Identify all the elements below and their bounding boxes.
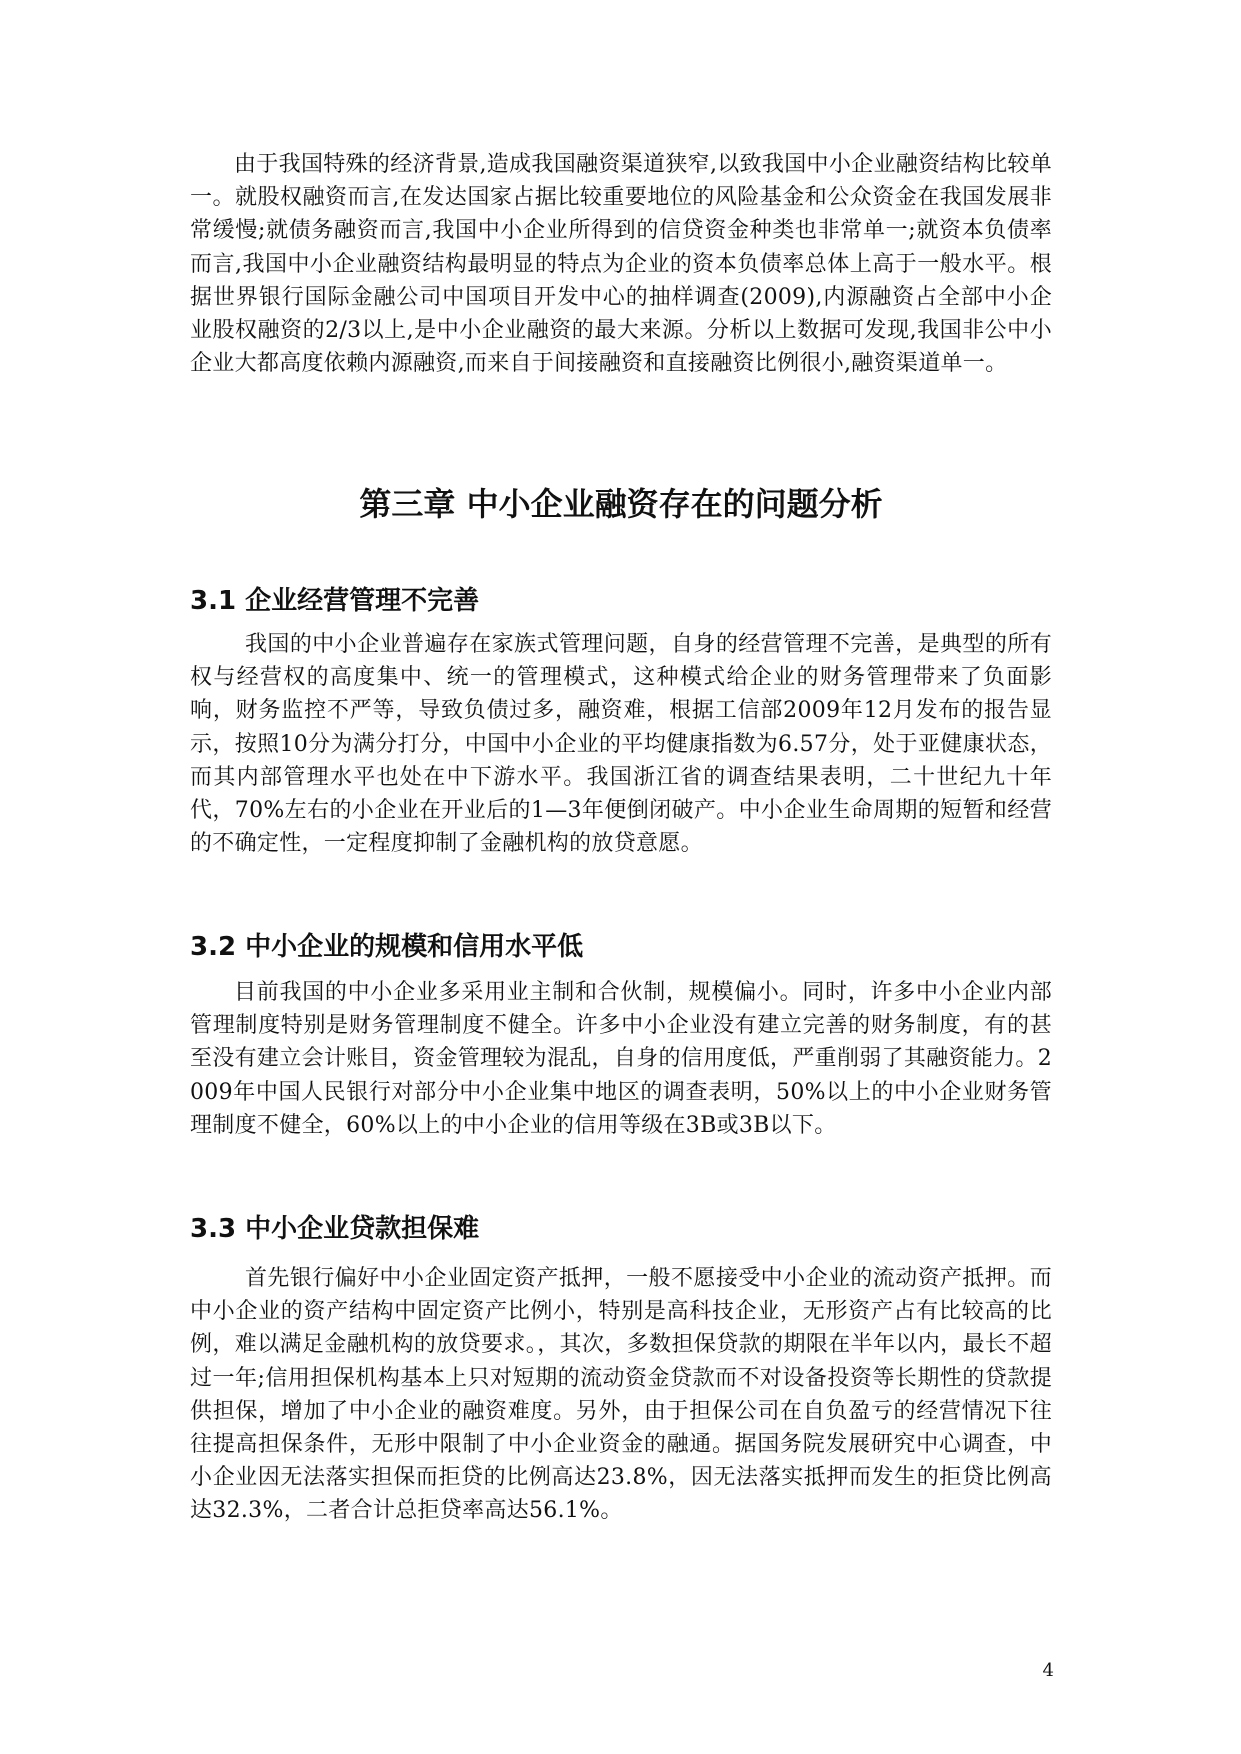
chapter-title: 第三章 中小企业融资存在的问题分析 [359,485,883,523]
section-title-3-2: 3.2 中小企业的规模和信用水平低 [190,932,584,962]
page-number: 4 [1042,1660,1054,1681]
section-body-3-1: 我国的中小企业普遍存在家族式管理问题，自身的经营管理不完善，是典型的所有权与经营权的高度集中、统一的管理模式，这种模式给企业的财务管理带来了负面影响，财务监控不严等，导致负债过多，融资难，根据工信部2009年12月发布的报告显示，按照10分为满分打分，中国中小企业的平均健康指数为6.57分，处于亚健康状态，而其内部管理水平也处在中下游水平。我国浙江省的调查结果表明，二十世纪九十年代，70%左右的小企业在开业后的1—3年便倒闭破产。中小企业生命周期的短暂和经营的不确定性，一定程度抑制了金融机构的放贷意愿。 [190,632,1052,857]
section-title-3-1: 3.1 企业经营管理不完善 [190,586,480,616]
intro-paragraph: 由于我国特殊的经济背景,造成我国融资渠道狭窄,以致我国中小企业融资结构比较单一。就股权融资而言,在发达国家占据比较重要地位的风险基金和公众资金在我国发展非常缓慢;就债务融资而言,我国中小企业所得到的信贷资金种类也非常单一;就资本负债率而言,我国中小企业融资结构最明显的特点为企业的资本负债率总体上高于一般水平。根据世界银行国际金融公司中国项目开发中心的抽样调查(2009),内源融资占全部中小企业股权融资的2/3以上,是中小企业融资的最大来源。分析以上数据可发现,我国非公中小企业大都高度依赖内源融资,而来自于间接融资和直接融资比例很小,融资渠道单一。 [190,152,1052,377]
section-title-3-3: 3.3 中小企业贷款担保难 [190,1214,480,1244]
section-body-3-3: 首先银行偏好中小企业固定资产抵押，一般不愿接受中小企业的流动资产抵押。而中小企业的资产结构中固定资产比例小，特别是高科技企业，无形资产占有比较高的比例，难以满足金融机构的放贷要求。，其次，多数担保贷款的期限在半年以内，最长不超过一年;信用担保机构基本上只对短期的流动资金贷款而不对设备投资等长期性的贷款提供担保，增加了中小企业的融资难度。另外，由于担保公司在自负盈亏的经营情况下往往提高担保条件，无形中限制了中小企业资金的融通。据国务院发展研究中心调查，中小企业因无法落实担保而拒贷的比例高达23.8%，因无法落实抵押而发生的拒贷比例高达32.3%，二者合计总拒贷率高达56.1%。 [190,1266,1052,1524]
section-body-3-2: 目前我国的中小企业多采用业主制和合伙制，规模偏小。同时，许多中小企业内部管理制度特别是财务管理制度不健全。许多中小企业没有建立完善的财务制度，有的甚至没有建立会计账目，资金管理较为混乱，自身的信用度低，严重削弱了其融资能力。2009年中国人民银行对部分中小企业集中地区的调查表明，50%以上的中小企业财务管理制度不健全，60%以上的中小企业的信用等级在3B或3B以下。 [190,980,1052,1138]
